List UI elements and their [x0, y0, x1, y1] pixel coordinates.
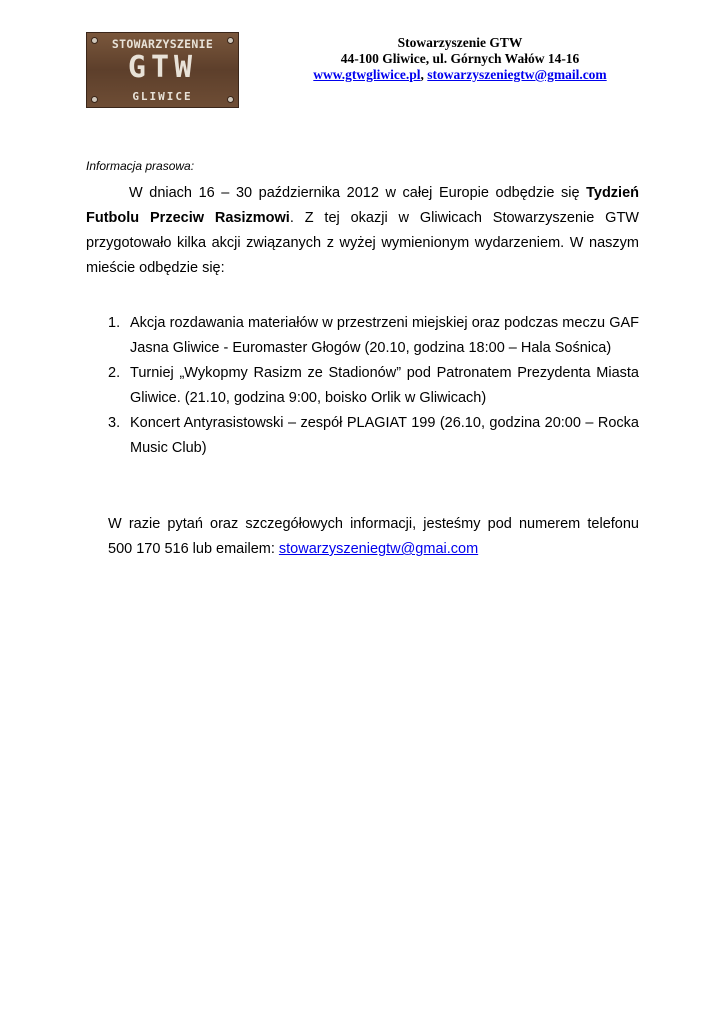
intro-text-after: . Z tej okazji w Gliwicach Stowarzyszenie GTW przygotowało kilka akcji związanych z wyżej wymienionym wydarzeniem. W naszym mieście odbędzie się:	[86, 210, 639, 276]
logo	[86, 32, 239, 108]
intro-paragraph	[86, 181, 639, 281]
contact-line	[270, 67, 650, 83]
list-item-text: Turniej „Wykopmy Rasizm ze Stadionów” pod Patronatem Prezydenta Miasta Gliwice. (21.10, godzina 9:00, boisko Orlik w Gliwicach)	[130, 365, 639, 406]
logo-line-1: STOWARZYSZENIE	[111, 37, 214, 51]
press-release-label: Informacja prasowa:	[86, 159, 195, 173]
list-item	[108, 411, 639, 461]
event-name: Tydzień Futbolu Przeciw Rasizmowi	[86, 185, 639, 226]
list-item-number: 2.	[108, 365, 121, 381]
list-item-number: 1.	[108, 315, 121, 331]
list-item-text: Akcja rozdawania materiałów w przestrzeni miejskiej oraz podczas meczu GAF Jasna Gliwice - Euromaster Głogów (20.10, godzina 18:00 – Hala Sośnica)	[130, 315, 639, 356]
intro-text-before: W dniach 16 – 30 października 2012 w całej Europie odbędzie się	[129, 185, 587, 201]
closing-paragraph	[108, 512, 639, 562]
list-item	[108, 361, 639, 411]
events-list	[108, 311, 639, 461]
closing-text: W razie pytań oraz szczegółowych informacji, jesteśmy pod numerem telefonu 500 170 516 lub emailem:	[108, 516, 639, 557]
contact-separator: ,	[420, 67, 428, 82]
logo-line-3: GLIWICE	[132, 90, 193, 103]
org-address: 44-100 Gliwice, ul. Górnych Wałów 14-16	[340, 51, 580, 66]
list-item-number: 3.	[108, 415, 121, 431]
org-name: Stowarzyszenie GTW	[397, 35, 523, 50]
logo-line-2: GTW	[127, 50, 198, 85]
list-item	[108, 311, 639, 361]
letterhead	[270, 35, 650, 83]
email-link[interactable]: stowarzyszeniegtw@gmail.com	[427, 67, 607, 82]
closing-email-link[interactable]: stowarzyszeniegtw@gmai.com	[278, 541, 479, 557]
list-item-text: Koncert Antyrasistowski – zespół PLAGIAT 199 (26.10, godzina 20:00 – Rocka Music Club)	[130, 415, 639, 456]
website-link[interactable]: www.gtwgliwice.pl	[313, 67, 421, 82]
